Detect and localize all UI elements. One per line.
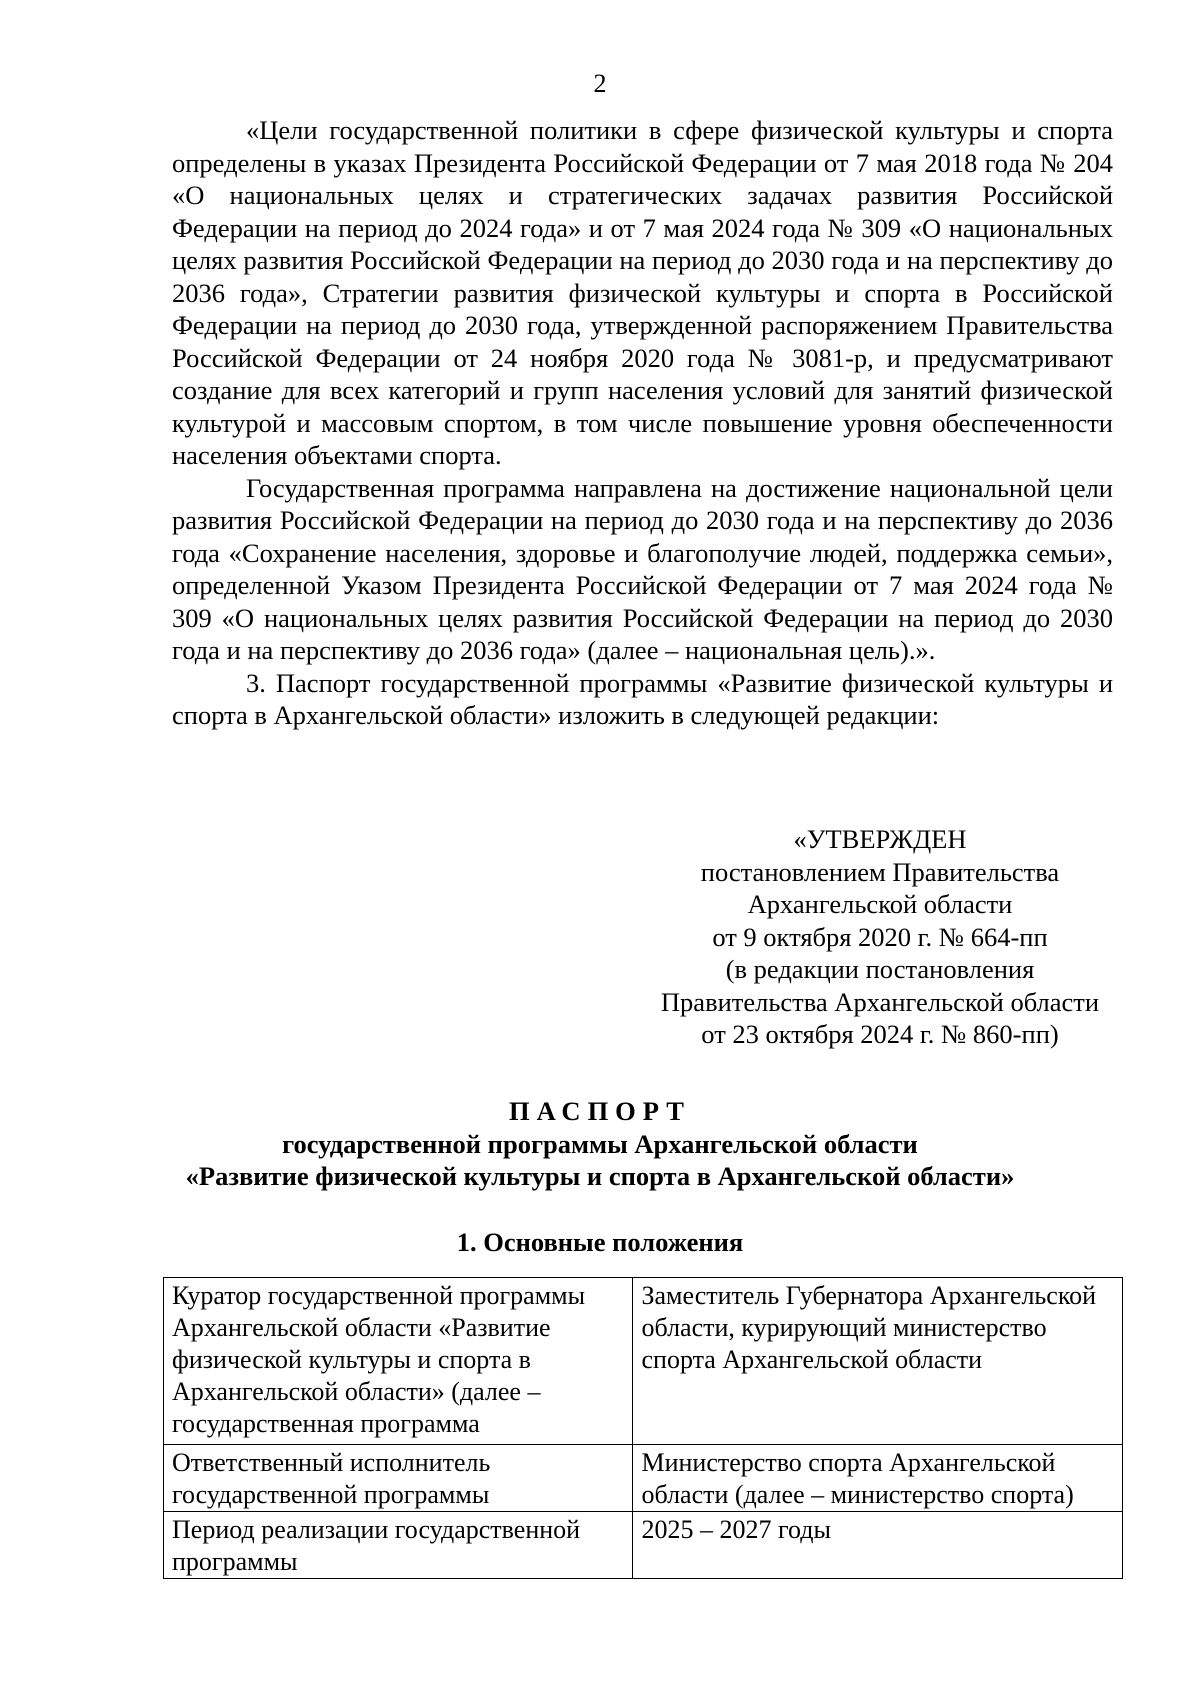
table-cell-label: Ответственный исполнитель государственной программы [164,1445,633,1512]
table-row [164,1512,1123,1579]
table-cell-label: Куратор государственной программы Архангельской области «Развитие физической культуры и спорта в Архангельской области» (далее – государственная программа [164,1278,633,1445]
paragraph-national-goal: Государственная программа направлена на достижение национальной цели развития Российской Федерации на период до 2030 года и на перспективу до 2036 года «Сохранение населения, здоровье и благополучие людей, поддержка семьи», определенной Указом Президента Российской Федерации от 7 мая 2024 года № 309 «О национальных целях развития Российской Федерации на период до 2030 года и на перспективу до 2036 года» (далее – национальная цель).». [172,472,1113,665]
passport-subtitle: «Развитие физической культуры и спорта в Архангельской области» [185,1161,1015,1191]
table-cell-value: Министерство спорта Архангельской области (далее – министерство спорта) [633,1445,1123,1512]
approval-line: от 9 октября 2020 г. № 664-пп [712,921,1048,952]
section-heading: 1. Основные положения [456,1227,744,1257]
table-row [164,1445,1123,1512]
paragraph-passport-amendment: 3. Паспорт государственной программы «Развитие физической культуры и спорта в Архангельской области» изложить в следующей редакции: [172,667,1113,730]
approval-line: Правительства Архангельской области [660,986,1100,1017]
passport-title: ПАСПОРТ [509,1096,691,1126]
paragraph-goals: «Цели государственной политики в сфере физической культуры и спорта определены в указах Президента Российской Федерации от 7 мая 2018 года № 204 «О национальных целях и стратегических задачах развития Российской Федерации на период до 2024 года» и от 7 мая 2024 года № 309 «О национальных целях развития Российской Федерации на период до 2030 года и на перспективу до 2036 года», Стратегии развития физической культуры и спорта в Российской Федерации на период до 2030 года, утвержденной распоряжением Правительства Российской Федерации от 24 ноября 2020 года № 3081-р, и предусматривают создание для всех категорий и групп населения условий для занятий физической культурой и массовым спортом, в том числе повышение уровня обеспеченности населения объектами спорта. [172,115,1113,470]
passport-subtitle: государственной программы Архангельской области [282,1128,918,1159]
passport-heading [0,1095,1200,1193]
approval-line: от 23 октября 2024 г. № 860-пп) [701,1019,1059,1049]
table-cell-label: Период реализации государственной программы [164,1512,633,1579]
table-cell-value: Заместитель Губернатора Архангельской области, курирующий министерство спорта Архангельской области [633,1278,1123,1445]
approval-block [640,823,1120,1051]
table-cell-value: 2025 – 2027 годы [633,1512,1123,1579]
approval-line: (в редакции постановления [725,954,1035,984]
body-text [172,114,1113,732]
approval-line: «УТВЕРЖДЕН [793,824,967,854]
table-row [164,1278,1123,1445]
page-number: 2 [593,69,607,98]
approval-line: постановлением Правительства [700,856,1060,887]
main-provisions-table [163,1277,1123,1579]
approval-line: Архангельской области [747,889,1013,919]
